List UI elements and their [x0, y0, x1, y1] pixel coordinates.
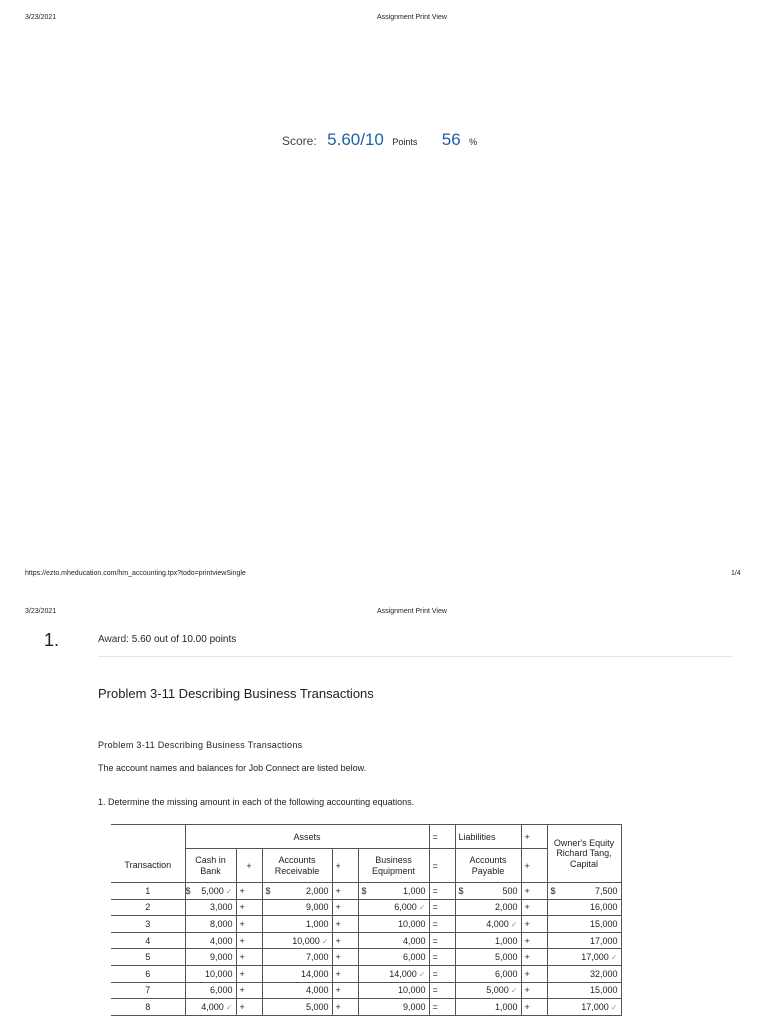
- cash-header: Cash in Bank: [185, 849, 236, 883]
- intro-text: The account names and balances for Job Connect are listed below.: [98, 763, 367, 773]
- table-row: 7 6,000 + 4,000 + 10,000 = 5,000 ✓ + 15,000: [111, 982, 621, 999]
- cap-input[interactable]: 17,000: [581, 1001, 609, 1012]
- print-date-2: 3/23/2021: [25, 608, 57, 615]
- ar-input[interactable]: 10,000: [292, 935, 320, 946]
- check-icon: ✓: [418, 969, 426, 979]
- equals-2: =: [429, 849, 455, 883]
- assets-header: Assets: [185, 825, 429, 849]
- footer-url: https://ezto.mheducation.com/hm_accounting.tpx?todo=printviewSingle: [25, 570, 246, 577]
- percent-sign: %: [469, 137, 478, 147]
- question-number: 1.: [44, 630, 60, 650]
- score-label: Score:: [282, 134, 317, 148]
- ap-header: Accounts Payable: [455, 849, 521, 883]
- check-icon: ✓: [610, 953, 618, 963]
- problem-subtitle: Problem 3-11 Describing Business Transactions: [98, 740, 303, 750]
- score-block: [282, 130, 477, 150]
- print-title: Assignment Print View: [377, 14, 447, 21]
- plus-1: +: [236, 849, 262, 883]
- table-row: 6 10,000 + 14,000 + 14,000 ✓ = 6,000 + 32,000: [111, 965, 621, 982]
- header-row-2: [111, 849, 621, 883]
- problem-title: Problem 3-11 Describing Business Transactions: [98, 686, 374, 701]
- cap-input[interactable]: 17,000: [581, 952, 609, 963]
- cash-input[interactable]: 5,000: [201, 885, 224, 896]
- points-label: Points: [392, 137, 418, 147]
- print-date: 3/23/2021: [25, 14, 57, 21]
- check-icon: ✓: [418, 903, 426, 913]
- print-title-2: Assignment Print View: [377, 608, 447, 615]
- ap-input[interactable]: 4,000: [486, 918, 509, 929]
- table-row: 1 $ 5,000 ✓ + $ 2,000 + $ 1,000 = $ 500 + $ 7,500: [111, 883, 621, 900]
- ap-input[interactable]: 5,000: [486, 985, 509, 996]
- be-input[interactable]: 14,000: [389, 968, 417, 979]
- check-icon: ✓: [225, 886, 233, 896]
- table-row: 4 4,000 + 10,000 ✓ + 4,000 = 1,000 + 17,000: [111, 932, 621, 949]
- award-value: 5.60 out of 10.00 points: [131, 634, 237, 645]
- instruction-text: 1. Determine the missing amount in each of the following accounting equations.: [98, 797, 415, 807]
- liabilities-header: Liabilities: [455, 825, 521, 849]
- equals-header: =: [429, 825, 455, 849]
- check-icon: ✓: [610, 1002, 618, 1012]
- percent-value: 56: [441, 130, 461, 149]
- score-value: 5.60/10: [327, 130, 384, 149]
- be-input[interactable]: 6,000: [394, 902, 417, 913]
- transaction-header: Transaction: [111, 849, 185, 883]
- plus-2: +: [332, 849, 358, 883]
- award-line: [98, 634, 236, 645]
- cash-input[interactable]: 4,000: [201, 1001, 224, 1012]
- be-header: Business Equipment: [358, 849, 429, 883]
- table-row: 8 4,000 ✓ + 5,000 + 9,000 = 1,000 + 17,000 ✓: [111, 999, 621, 1016]
- accounting-equation-table: [111, 824, 622, 1016]
- check-icon: ✓: [510, 986, 518, 996]
- check-icon: ✓: [510, 919, 518, 929]
- divider: [98, 656, 733, 657]
- plus-3: +: [521, 849, 547, 883]
- table-row: 2 3,000 + 9,000 + 6,000 ✓ = 2,000 + 16,000: [111, 899, 621, 916]
- check-icon: ✓: [225, 1002, 233, 1012]
- header-row-1: [111, 825, 621, 849]
- footer-page: 1/4: [731, 570, 741, 577]
- owners-equity-header: Owner's Equity Richard Tang, Capital: [547, 825, 621, 883]
- table-row: 5 9,000 + 7,000 + 6,000 = 5,000 + 17,000 ✓: [111, 949, 621, 966]
- check-icon: ✓: [321, 936, 329, 946]
- table-row: 3 8,000 + 1,000 + 10,000 = 4,000 ✓ + 15,000: [111, 916, 621, 933]
- plus-header: +: [521, 825, 547, 849]
- ar-header: Accounts Receivable: [262, 849, 332, 883]
- award-label: Award:: [98, 634, 129, 645]
